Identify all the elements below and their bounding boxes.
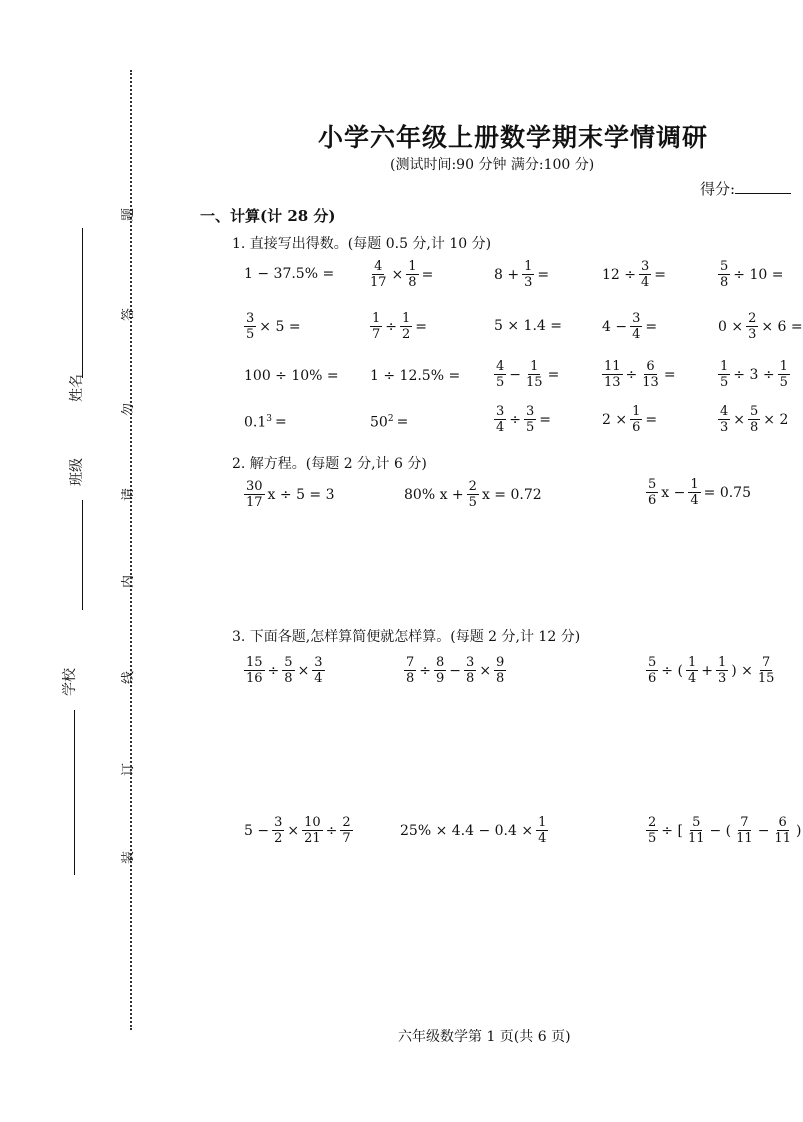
oral-item: 2 × $\frac{1}{6}$ =: [602, 404, 658, 435]
page-title: 小学六年级上册数学期末学情调研: [318, 123, 709, 152]
oral-item: $\frac{3}{4}$ ÷ $\frac{3}{5}$ =: [496, 404, 552, 435]
question-title: 2. 解方程。(每题 2 分,计 6 分): [232, 456, 427, 472]
oral-item: 1 − 37.5% =: [244, 266, 335, 282]
oral-item: $\frac{4}{17}$ × $\frac{1}{8}$ =: [370, 259, 434, 290]
oral-item: 1 ÷ 12.5% =: [370, 368, 461, 384]
simplify-item: 25% × 4.4 − 0.4 × $\frac{1}{4}$: [400, 815, 547, 846]
simplify-item: $\frac{7}{8}$ ÷ $\frac{8}{9}$ − $\frac{3}{8}$ × $\frac{9}{8}$: [406, 655, 505, 686]
oral-item: 100 ÷ 10% =: [244, 368, 339, 384]
question-title: 3. 下面各题,怎样算简便就怎样算。(每题 2 分,计 12 分): [232, 629, 581, 645]
margin-label-school: 学校: [62, 668, 78, 696]
oral-item: $0.1^3$ =: [244, 414, 287, 431]
question-title: 1. 直接写出得数。(每题 0.5 分,计 10 分): [232, 236, 492, 252]
score-field: [700, 178, 791, 199]
binding-char: 勿: [121, 402, 137, 417]
equation-item: $\frac{30}{17}$ x ÷ 5 = 3: [246, 479, 335, 510]
binding-char: 线: [121, 670, 137, 685]
page-footer: 六年级数学第 1 页(共 6 页): [398, 1029, 571, 1045]
equation-item: $\frac{5}{6}$ x − $\frac{1}{4}$ = 0.75: [648, 477, 751, 508]
oral-item: 4 − $\frac{3}{4}$ =: [602, 311, 658, 342]
equation-item: 80% x + $\frac{2}{5}$ x = 0.72: [404, 479, 542, 510]
class-blank-line: [82, 500, 83, 610]
binding-char: 题: [121, 207, 137, 222]
margin-label-name: 姓名: [69, 374, 85, 402]
oral-item: 8 + $\frac{1}{3}$ =: [494, 259, 550, 290]
oral-item: $50^2$ =: [370, 414, 409, 431]
simplify-item: 5 − $\frac{3}{2}$ × $\frac{10}{21}$ ÷ $\frac{2}{7}$: [244, 815, 351, 846]
oral-item: $\frac{5}{8}$ ÷ 10 =: [720, 259, 784, 290]
oral-item: 0 × $\frac{2}{3}$ × 6 =: [718, 311, 803, 342]
binding-char: 内: [121, 574, 137, 589]
school-blank-line: [74, 710, 75, 875]
oral-item: 5 × 1.4 =: [494, 318, 562, 334]
binding-char: 装: [121, 850, 137, 865]
oral-item: $\frac{4}{5}$ − $\frac{1}{15}$ =: [496, 359, 560, 390]
binding-char: 请: [121, 487, 137, 502]
simplify-item: $\frac{15}{16}$ ÷ $\frac{5}{8}$ × $\frac{3}{4}$: [246, 655, 323, 686]
name-blank-line: [82, 228, 83, 378]
page-subtitle: (测试时间:90 分钟 满分:100 分): [390, 157, 595, 173]
oral-item: $\frac{3}{5}$ × 5 =: [246, 311, 301, 342]
oral-item: $\frac{11}{13}$ ÷ $\frac{6}{13}$ =: [604, 359, 676, 390]
score-blank[interactable]: [735, 179, 791, 194]
oral-item: $\frac{1}{7}$ ÷ $\frac{1}{2}$ =: [372, 311, 428, 342]
section-title: 一、计算(计 28 分): [200, 207, 336, 225]
oral-item: 12 ÷ $\frac{3}{4}$ =: [602, 259, 667, 290]
oral-item: $\frac{4}{3}$ × $\frac{5}{8}$ × 2: [720, 404, 789, 435]
simplify-item: $\frac{2}{5}$ ÷ [ $\frac{5}{11}$ − ( $\frac{7}{11}$ − $\frac{6}{11}$ ): [648, 815, 802, 846]
score-label: 得分:: [700, 180, 736, 198]
oral-item: $\frac{1}{5}$ ÷ 3 ÷ $\frac{1}{5}$: [720, 359, 788, 390]
binding-char: 答: [121, 307, 137, 322]
margin-label-class: 班级: [69, 458, 85, 486]
binding-char: 订: [121, 762, 137, 777]
simplify-item: $\frac{5}{6}$ ÷ ( $\frac{1}{4}$ + $\frac{1}{3}$ ) × $\frac{7}{15}$: [648, 655, 775, 686]
